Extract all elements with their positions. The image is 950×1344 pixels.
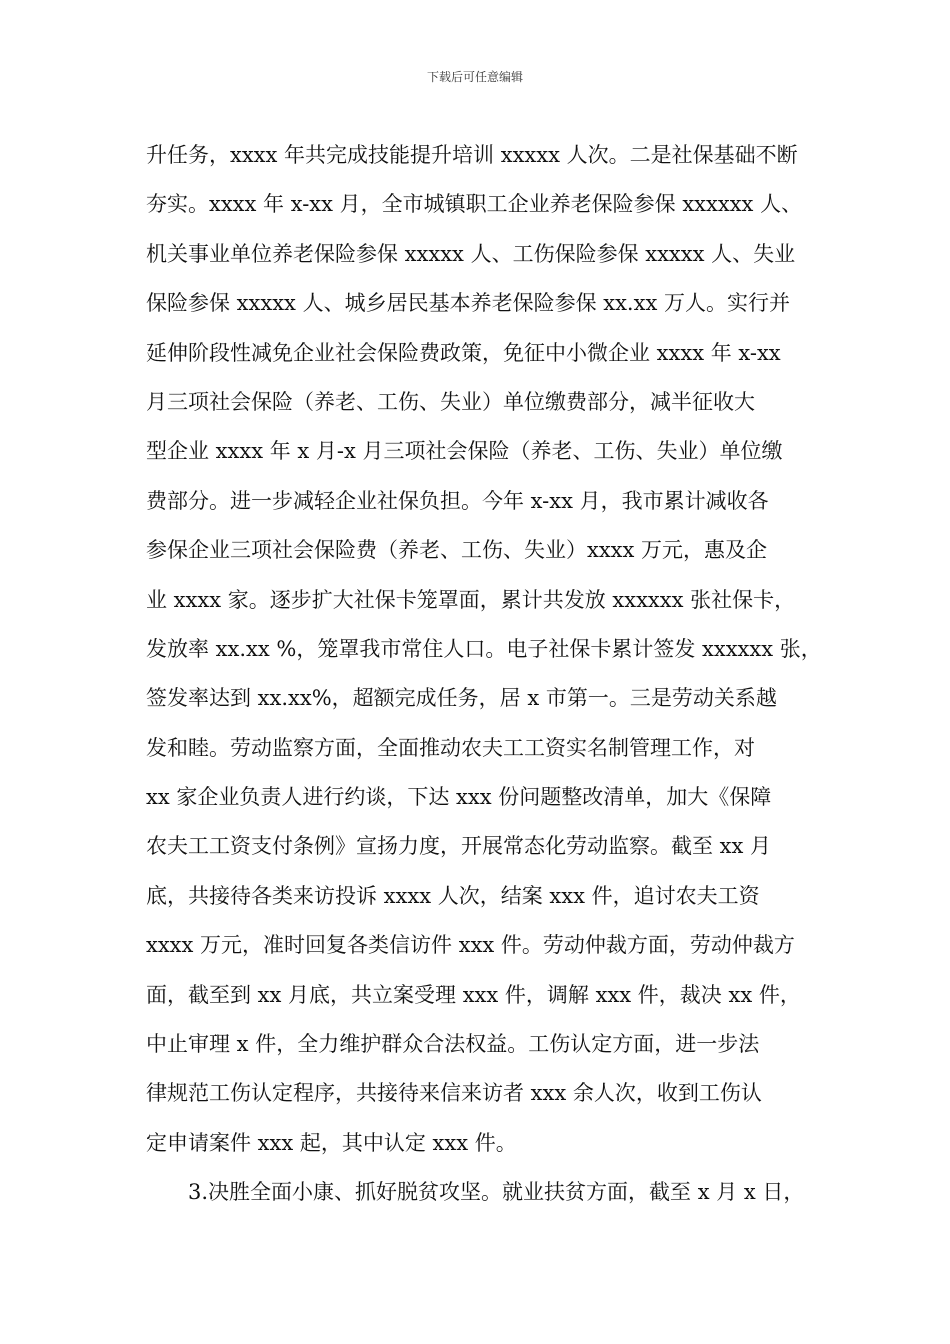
text-line: 签发率达到 xx.xx%，超额完成任务，居 x 市第一。三是劳动关系越 (146, 686, 777, 711)
text-line: 费部分。进一步减轻企业社保负担。今年 x-xx 月，我市累计减收各 (146, 488, 769, 513)
text-line: 发和睦。劳动监察方面，全面推动农夫工工资实名制管理工作，对 (146, 735, 755, 760)
text-line-paragraph-start: 3.决胜全面小康、抓好脱贫攻坚。就业扶贫方面，截至 x 月 x 日， (188, 1180, 805, 1205)
text-line: 律规范工伤认定程序，共接待来信来访者 xxx 余人次，收到工伤认 (146, 1081, 762, 1106)
page-header: 下载后可任意编辑 (426, 70, 523, 84)
text-line: xxxx 万元，准时回复各类信访件 xxx 件。劳动仲裁方面，劳动仲裁方 (146, 933, 795, 958)
text-line: 业 xxxx 家。逐步扩大社保卡笼罩面，累计共发放 xxxxxx 张社保卡， (146, 587, 796, 612)
text-line: 面，截至到 xx 月底，共立案受理 xxx 件，调解 xxx 件，裁决 xx 件， (146, 982, 801, 1007)
text-line: 底，共接待各类来访投诉 xxxx 人次，结案 xxx 件，追讨农夫工资 (146, 883, 760, 908)
text-line: 月三项社会保险（养老、工伤、失业）单位缴费部分，减半征收大 (146, 389, 755, 414)
text-line: 发放率 xx.xx %，笼罩我市常住人口。电子社保卡累计签发 xxxxxx 张， (146, 636, 822, 661)
text-line: 延伸阶段性减免企业社会保险费政策，免征中小微企业 xxxx 年 x-xx (146, 340, 781, 365)
text-line: 参保企业三项社会保险费（养老、工伤、失业）xxxx 万元，惠及企 (146, 538, 768, 563)
text-line: 定申请案件 xxx 起，其中认定 xxx 件。 (146, 1130, 517, 1155)
text-line: 升任务，xxxx 年共完成技能提升培训 xxxxx 人次。二是社保基础不断 (146, 143, 798, 167)
text-line: 保险参保 xxxxx 人、城乡居民基本养老保险参保 xx.xx 万人。实行并 (146, 291, 790, 316)
text-line: xx 家企业负责人进行约谈，下达 xxx 份问题整改清单，加大《保障 (146, 785, 772, 810)
text-line: 夯实。xxxx 年 x-xx 月，全市城镇职工企业养老保险参保 xxxxxx 人、 (146, 192, 803, 217)
text-line: 中止审理 x 件，全力维护群众合法权益。工伤认定方面，进一步法 (146, 1032, 760, 1057)
document-body (146, 131, 826, 1218)
text-line: 型企业 xxxx 年 x 月-x 月三项社会保险（养老、工伤、失业）单位缴 (146, 439, 783, 464)
text-line: 农夫工工资支付条例》宣扬力度，开展常态化劳动监察。截至 xx 月 (146, 834, 772, 859)
text-line: 机关事业单位养老保险参保 xxxxx 人、工伤保险参保 xxxxx 人、失业 (146, 241, 796, 266)
